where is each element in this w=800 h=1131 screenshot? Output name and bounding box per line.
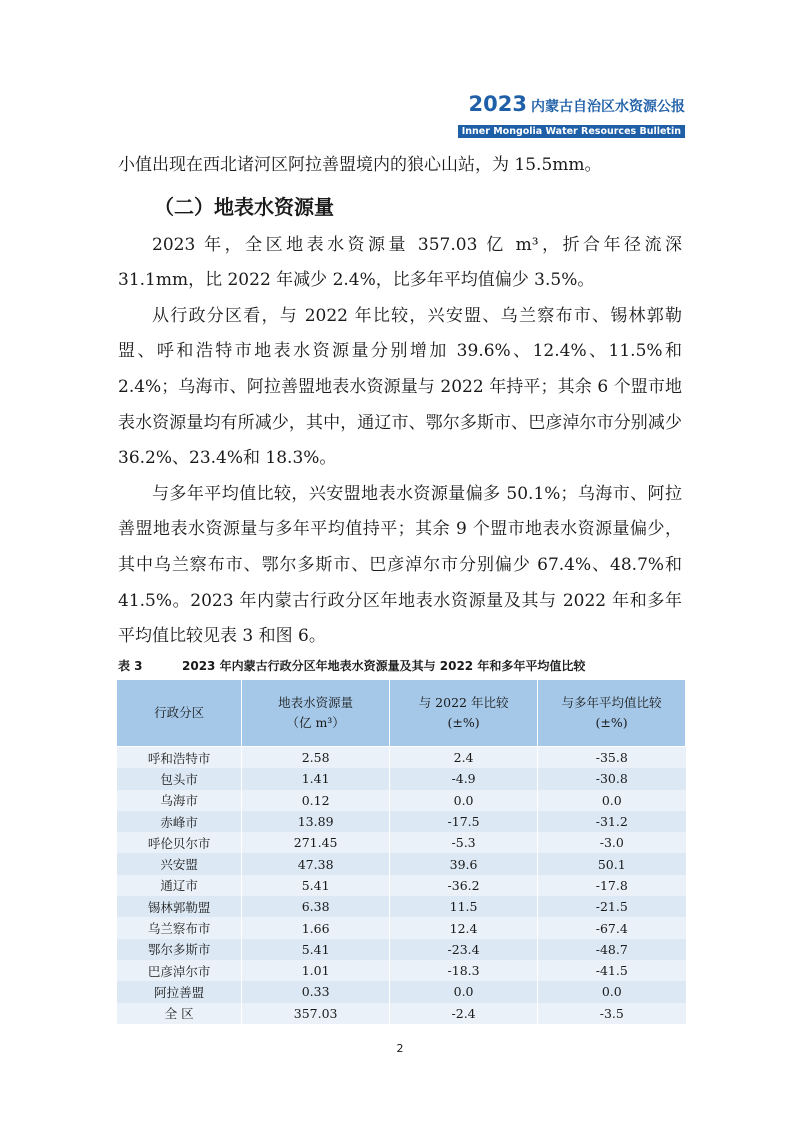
cell-surface-water: 0.33 — [242, 981, 390, 1002]
cell-vs-2022: 11.5 — [390, 896, 538, 917]
header-vs-2022-unit: (±%) — [447, 715, 480, 730]
table-row-total — [117, 1003, 686, 1024]
table-row — [117, 939, 686, 960]
cell-vs-average: -21.5 — [538, 896, 686, 917]
cell-vs-2022: 12.4 — [390, 917, 538, 938]
cell-region: 包头市 — [117, 768, 242, 789]
header-surface-water-unit: （亿 m³） — [286, 715, 345, 730]
cell-vs-average: -41.5 — [538, 960, 686, 981]
cell-vs-average: -3.0 — [538, 832, 686, 853]
section-heading: （二）地表水资源量 — [154, 194, 334, 219]
cell-vs-average: 50.1 — [538, 853, 686, 874]
surface-water-table — [116, 679, 686, 1024]
cell-region: 全 区 — [117, 1003, 242, 1024]
cell-surface-water: 5.41 — [242, 875, 390, 896]
cell-vs-2022: 0.0 — [390, 790, 538, 811]
cell-region: 鄂尔多斯市 — [117, 939, 242, 960]
cell-vs-average: -3.5 — [538, 1003, 686, 1024]
cell-vs-2022: 0.0 — [390, 981, 538, 1002]
cell-vs-2022: -17.5 — [390, 811, 538, 832]
cell-vs-2022: -36.2 — [390, 875, 538, 896]
table-row — [117, 981, 686, 1002]
cell-vs-average: 0.0 — [538, 981, 686, 1002]
header-region — [117, 680, 242, 747]
cell-vs-average: -48.7 — [538, 939, 686, 960]
cell-vs-2022: -4.9 — [390, 768, 538, 789]
cell-vs-average: 0.0 — [538, 790, 686, 811]
cell-region: 阿拉善盟 — [117, 981, 242, 1002]
table-row — [117, 790, 686, 811]
header-title-line — [458, 92, 685, 119]
cell-surface-water: 357.03 — [242, 1003, 390, 1024]
header-subtitle-banner: Inner Mongolia Water Resources Bulletin — [458, 125, 685, 138]
table-caption — [118, 657, 682, 674]
header-surface-water — [242, 680, 390, 747]
header-vs-average-label: 与多年平均值比较 — [561, 695, 662, 710]
table-row — [117, 917, 686, 938]
cell-vs-average: -31.2 — [538, 811, 686, 832]
cell-vs-2022: -5.3 — [390, 832, 538, 853]
cell-vs-2022: -18.3 — [390, 960, 538, 981]
cell-surface-water: 1.01 — [242, 960, 390, 981]
table-row — [117, 811, 686, 832]
table-row — [117, 768, 686, 789]
cell-region: 赤峰市 — [117, 811, 242, 832]
page-number: 2 — [396, 1042, 404, 1055]
cell-region: 呼和浩特市 — [117, 747, 242, 769]
cell-vs-average: -67.4 — [538, 917, 686, 938]
table-caption-number: 表 3 — [118, 659, 143, 673]
cell-region: 巴彦淖尔市 — [117, 960, 242, 981]
cell-vs-average: -17.8 — [538, 875, 686, 896]
table-row — [117, 896, 686, 917]
cell-surface-water: 47.38 — [242, 853, 390, 874]
header-year: 2023 — [468, 92, 527, 116]
table-row — [117, 832, 686, 853]
cell-surface-water: 1.66 — [242, 917, 390, 938]
header-vs-2022-label: 与 2022 年比较 — [418, 695, 509, 710]
page-header — [458, 92, 685, 138]
cell-surface-water: 1.41 — [242, 768, 390, 789]
header-title: 内蒙古自治区水资源公报 — [531, 99, 685, 115]
cell-vs-2022: -2.4 — [390, 1003, 538, 1024]
header-vs-average-unit: (±%) — [595, 715, 628, 730]
cell-surface-water: 271.45 — [242, 832, 390, 853]
cell-vs-2022: 2.4 — [390, 747, 538, 769]
cell-region: 呼伦贝尔市 — [117, 832, 242, 853]
cell-region: 兴安盟 — [117, 853, 242, 874]
cell-region: 锡林郭勒盟 — [117, 896, 242, 917]
cell-surface-water: 5.41 — [242, 939, 390, 960]
header-vs-average — [538, 680, 686, 747]
table-row — [117, 747, 686, 769]
table-row — [117, 960, 686, 981]
table-row — [117, 875, 686, 896]
cell-region: 通辽市 — [117, 875, 242, 896]
cell-surface-water: 0.12 — [242, 790, 390, 811]
cell-region: 乌海市 — [117, 790, 242, 811]
paragraph-continued: 小值出现在西北诸河区阿拉善盟境内的狼心山站，为 15.5mm。 — [118, 155, 602, 175]
table-caption-title: 2023 年内蒙古行政分区年地表水资源量及其与 2022 年和多年平均值比较 — [182, 659, 586, 673]
cell-surface-water: 13.89 — [242, 811, 390, 832]
cell-vs-2022: 39.6 — [390, 853, 538, 874]
header-surface-water-label: 地表水资源量 — [278, 695, 354, 710]
cell-surface-water: 6.38 — [242, 896, 390, 917]
cell-surface-water: 2.58 — [242, 747, 390, 769]
header-vs-2022 — [390, 680, 538, 747]
cell-vs-average: -35.8 — [538, 747, 686, 769]
paragraph-admin-comparison-average: 与多年平均值比较，兴安盟地表水资源量偏多 50.1%；乌海市、阿拉善盟地表水资源量与多年平均值持平；其余 9 个盟市地表水资源量偏少，其中乌兰察布市、鄂尔多斯市、巴彦淖尔市分别偏少 67.4%、48.7%和 41.5%。2023 年内蒙古行政分区年地表水资源量及其与 2022 年和多年平均值比较见表 3 和图 6。 — [118, 483, 682, 647]
table-header-row — [117, 680, 686, 747]
document-body — [118, 148, 682, 655]
paragraph-admin-comparison-2022: 从行政分区看，与 2022 年比较，兴安盟、乌兰察布市、锡林郭勒盟、呼和浩特市地表水资源量分别增加 39.6%、12.4%、11.5%和 2.4%；乌海市、阿拉善盟地表水资源量与 2022 年持平；其余 6 个盟市地表水资源量均有所减少，其中，通辽市、鄂尔多斯市、巴彦淖尔市分别减少 36.2%、23.4%和 18.3%。 — [118, 305, 682, 469]
cell-region: 乌兰察布市 — [117, 917, 242, 938]
cell-vs-2022: -23.4 — [390, 939, 538, 960]
paragraph-summary: 2023 年，全区地表水资源量 357.03 亿 m³，折合年径流深 31.1mm，比 2022 年减少 2.4%，比多年平均值偏少 3.5%。 — [118, 234, 682, 291]
header-region-label: 行政分区 — [154, 705, 205, 720]
cell-vs-average: -30.8 — [538, 768, 686, 789]
table-row — [117, 853, 686, 874]
